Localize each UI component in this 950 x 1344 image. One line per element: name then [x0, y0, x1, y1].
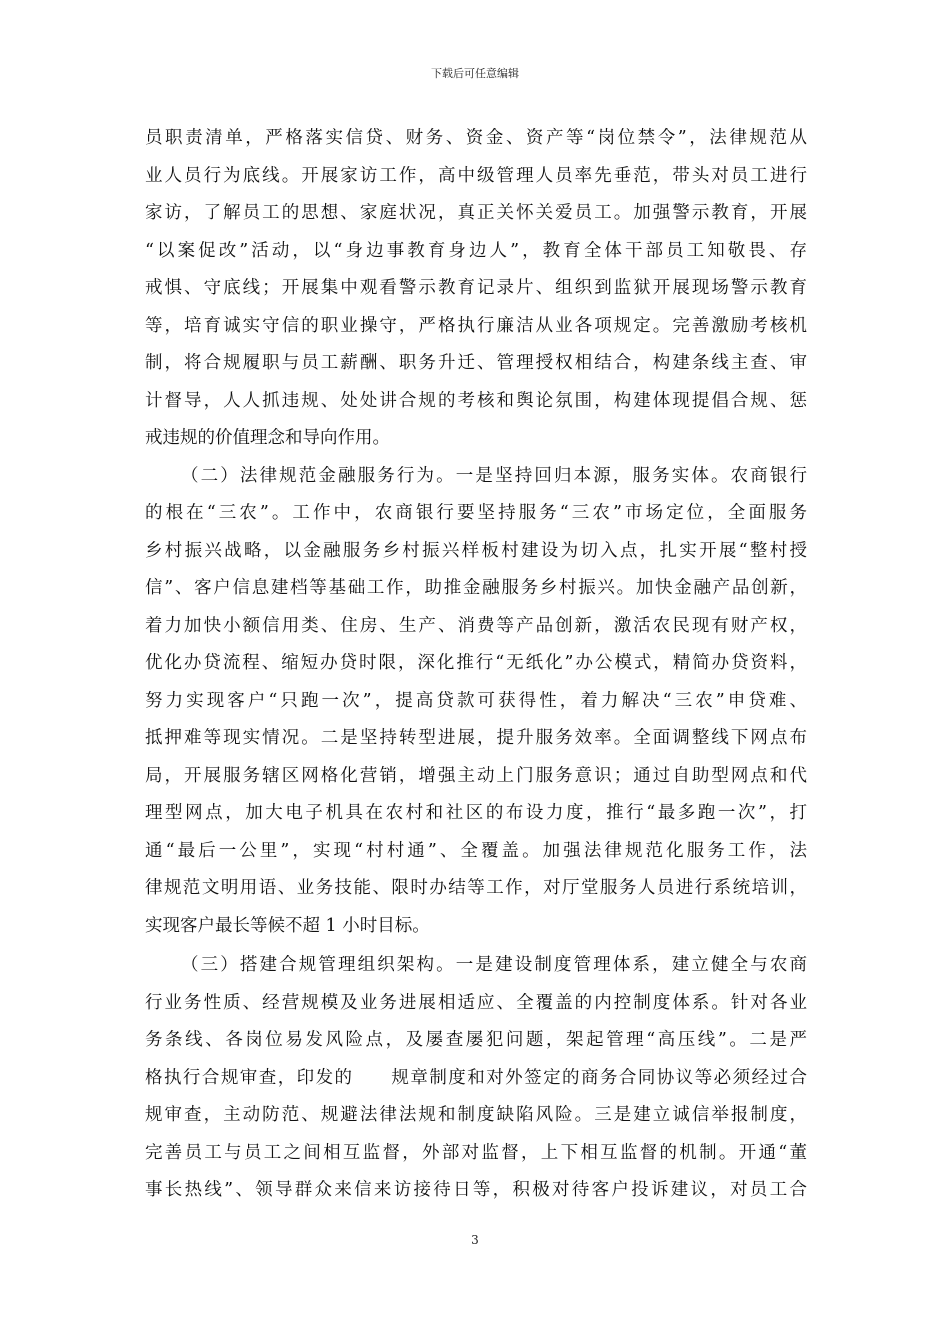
text-line: 局，开展服务辖区网格化营销，增强主动上门服务意识；通过自助型网点和代	[145, 765, 807, 786]
text-line: 家访，了解员工的思想、家庭状况，真正关怀关爱员工。加强警示教育，开展	[145, 203, 807, 223]
text-line: 行业务性质、经营规模及业务进展相适应、全覆盖的内控制度体系。针对各业	[145, 992, 807, 1013]
text-line: 格执行合规审查，印发的 规章制度和对外签定的商务合同协议等必须经过合	[145, 1067, 807, 1088]
text-line: 优化办贷流程、缩短办贷时限，深化推行“无纸化”办公模式，精简办贷资料，	[145, 653, 807, 673]
text-line: （二）法律规范金融服务行为。一是坚持回归本源，服务实体。农商银行	[181, 465, 807, 486]
text-line: 乡村振兴战略，以金融服务乡村振兴样板村建设为切入点，扎实开展“整村授	[145, 540, 807, 561]
text-line: 信”、客户信息建档等基础工作，助推金融服务乡村振兴。加快金融产品创新，	[145, 578, 807, 598]
page-number: 3	[471, 1233, 479, 1247]
document-body	[145, 120, 807, 1210]
text-line: 完善员工与员工之间相互监督，外部对监督，上下相互监督的机制。开通“董	[145, 1142, 807, 1163]
text-line: 律规范文明用语、业务技能、限时办结等工作，对厅堂服务人员进行系统培训，	[145, 878, 807, 898]
text-line: 努力实现客户“只跑一次”，提高贷款可获得性，着力解决“三农”申贷难、	[145, 690, 807, 711]
text-line: 制，将合规履职与员工薪酬、职务升迁、管理授权相结合，构建条线主查、审	[145, 353, 807, 373]
text-line: 计督导，人人抓违规、处处讲合规的考核和舆论氛围，构建体现提倡合规、惩	[145, 390, 807, 411]
text-line: “以案促改”活动，以“身边事教育身边人”，教育全体干部员工知敬畏、存	[145, 240, 807, 261]
paragraph-1	[145, 120, 807, 458]
text-line: 实现客户最长等候不超 1 小时目标。	[145, 915, 430, 936]
text-line: 戒惧、守底线；开展集中观看警示教育记录片、组织到监狱开展现场警示教育	[145, 278, 807, 298]
text-line: 规审查，主动防范、规避法律法规和制度缺陷风险。三是建立诚信举报制度，	[145, 1105, 807, 1125]
paragraph-3	[145, 947, 807, 1210]
text-line: 通“最后一公里”，实现“村村通”、全覆盖。加强法律规范化服务工作，法	[145, 840, 807, 861]
text-line: 业人员行为底线。开展家访工作，高中级管理人员率先垂范，带头对员工进行	[145, 165, 807, 186]
page-header: 下载后可任意编辑	[431, 67, 519, 80]
paragraph-2	[145, 458, 807, 946]
text-line: 员职责清单，严格落实信贷、财务、资金、资产等“岗位禁令”，法律规范从	[145, 128, 807, 148]
text-line: 戒违规的价值理念和导向作用。	[145, 428, 390, 448]
text-line: 理型网点，加大电子机具在农村和社区的布设力度，推行“最多跑一次”，打	[145, 803, 807, 823]
text-line: 抵押难等现实情况。二是坚持转型进展，提升服务效率。全面调整线下网点布	[145, 728, 807, 748]
text-line: 等，培育诚实守信的职业操守，严格执行廉洁从业各项规定。完善激励考核机	[145, 315, 807, 336]
text-line: 务条线、各岗位易发风险点，及屡查屡犯问题，架起管理“高压线”。二是严	[145, 1030, 807, 1050]
text-line: 着力加快小额信用类、住房、生产、消费等产品创新，激活农民现有财产权，	[145, 615, 807, 636]
text-line: （三）搭建合规管理组织架构。一是建设制度管理体系，建立健全与农商	[181, 955, 807, 975]
text-line: 的根在“三农”。工作中，农商银行要坚持服务“三农”市场定位，全面服务	[145, 503, 807, 523]
text-line: 事长热线”、领导群众来信来访接待日等，积极对待客户投诉建议，对员工合	[145, 1180, 807, 1200]
